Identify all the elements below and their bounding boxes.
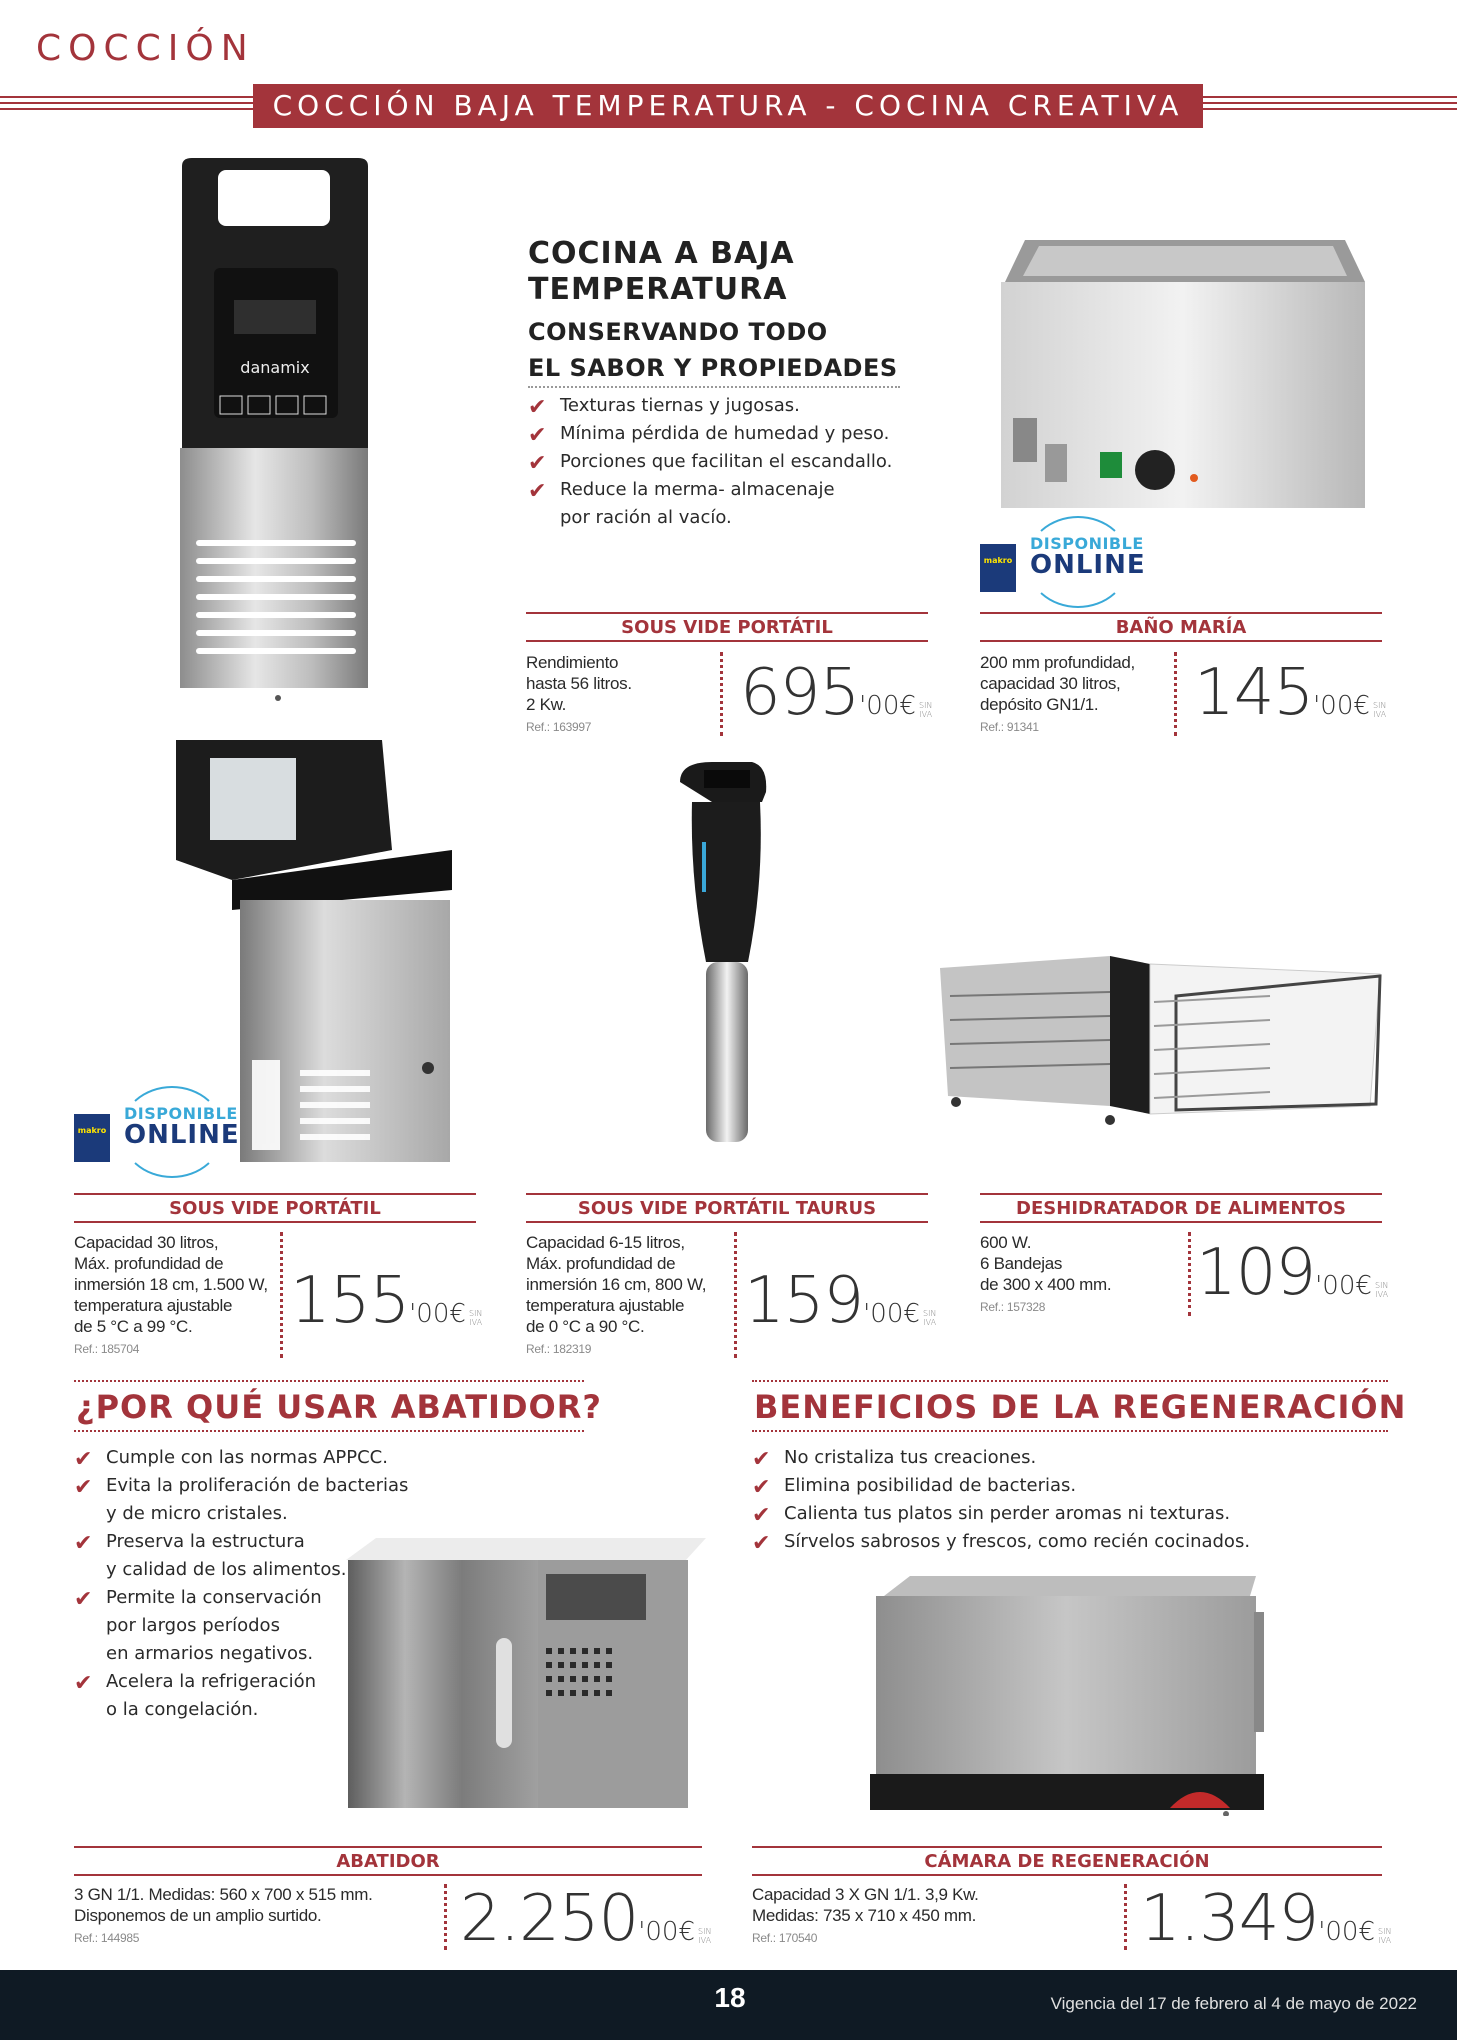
list-item: [528, 476, 908, 532]
makro-logo: makro: [74, 1114, 110, 1162]
desc-line: Medidas: 735 x 710 x 450 mm.: [752, 1906, 977, 1925]
badge-disponible: DISPONIBLE: [124, 1104, 238, 1123]
desc-line: 600 W.: [980, 1233, 1032, 1252]
bano-maria-image: [995, 212, 1365, 522]
desc-line: de 5 °C a 99 °C.: [74, 1317, 193, 1336]
tax-sin: SIN: [698, 1926, 712, 1936]
product-price: [1140, 1882, 1391, 1956]
badge-disponible: DISPONIBLE: [1030, 534, 1144, 553]
product-price: [460, 1882, 711, 1956]
price-integer: 1.349: [1140, 1882, 1319, 1956]
check-icon: ✔: [528, 451, 547, 476]
bullet-text: Reduce la merma- almacenaje: [560, 479, 835, 500]
desc-line: Capacidad 3 X GN 1/1. 3,9 Kw.: [752, 1885, 979, 1904]
intro-title: [528, 236, 795, 308]
bullet-text: Mínima pérdida de humedad y peso.: [560, 423, 890, 444]
desc-line: Rendimiento: [526, 653, 619, 672]
product-ref: Ref.: 157328: [980, 1300, 1046, 1314]
product-title: SOUS VIDE PORTÁTIL TAURUS: [526, 1193, 928, 1223]
product-price: [744, 1264, 936, 1338]
bullet-text: y de micro cristales.: [106, 1503, 288, 1524]
list-item: [752, 1528, 1372, 1556]
price-divider: [720, 652, 723, 736]
desc-line: Máx. profundidad de: [526, 1254, 676, 1273]
disponible-online-badge[interactable]: [74, 1104, 240, 1174]
section-banner: COCCIÓN BAJA TEMPERATURA - COCINA CREATIVA: [253, 84, 1203, 128]
intro-bullet-list: [528, 392, 908, 532]
product-price: [290, 1264, 482, 1338]
check-icon: ✔: [74, 1587, 93, 1612]
product-title: DESHIDRATADOR DE ALIMENTOS: [980, 1193, 1382, 1223]
price-integer: 695: [740, 656, 860, 730]
tax-iva: IVA: [698, 1935, 712, 1945]
product-price: [1194, 656, 1386, 730]
price-integer: 155: [290, 1264, 410, 1338]
check-icon: ✔: [752, 1447, 771, 1472]
list-item: [752, 1500, 1372, 1528]
intro-title-line2: TEMPERATURA: [528, 272, 788, 307]
bullet-text: Preserva la estructura: [106, 1531, 305, 1552]
tax-sin: SIN: [1374, 1280, 1389, 1290]
price-divider: [1124, 1884, 1127, 1950]
check-icon: ✔: [528, 479, 547, 504]
currency-symbol: €: [1358, 1917, 1375, 1947]
check-icon: ✔: [74, 1475, 93, 1500]
sous-vide-taurus-image: [672, 762, 772, 1150]
check-icon: ✔: [528, 423, 547, 448]
price-decimals: '00: [859, 691, 900, 721]
currency-symbol: €: [1353, 691, 1370, 721]
check-icon: ✔: [752, 1475, 771, 1500]
tax-iva: IVA: [923, 1317, 937, 1327]
bullet-text: y calidad de los alimentos.: [106, 1559, 347, 1580]
price-divider: [280, 1232, 283, 1358]
product-ref: Ref.: 91341: [980, 720, 1039, 734]
tax-label: [1378, 1927, 1391, 1945]
product-price: [1196, 1236, 1388, 1310]
badge-online: ONLINE: [1030, 550, 1146, 580]
page-number: 18: [714, 1982, 746, 2013]
disponible-online-badge[interactable]: [980, 534, 1146, 604]
price-decimals: '00: [1313, 691, 1354, 721]
price-divider: [1174, 652, 1177, 736]
product-description: [752, 1884, 1112, 1949]
check-icon: ✔: [74, 1447, 93, 1472]
product-ref: Ref.: 182319: [526, 1342, 592, 1356]
currency-symbol: €: [678, 1917, 695, 1947]
product-description: [526, 1232, 726, 1360]
product-description: [74, 1884, 434, 1949]
intro-divider: [528, 386, 900, 388]
intro-subtitle-line2: EL SABOR Y PROPIEDADES: [528, 354, 898, 382]
product-description: [74, 1232, 274, 1360]
tax-iva: IVA: [1375, 1289, 1389, 1299]
list-item: [528, 392, 908, 420]
regeneracion-bullet-list: [752, 1444, 1372, 1556]
section-divider: [74, 1430, 584, 1432]
price-decimals: '00: [638, 1917, 679, 1947]
list-item: [752, 1472, 1372, 1500]
desc-line: inmersión 16 cm, 800 W,: [526, 1275, 707, 1294]
camara-regeneracion-image: [870, 1576, 1264, 1816]
tax-label: [923, 1309, 936, 1327]
section-divider: [752, 1430, 1388, 1432]
bullet-text: No cristaliza tus creaciones.: [784, 1447, 1037, 1468]
svg-text:danamix: danamix: [240, 358, 310, 377]
tax-label: [919, 701, 932, 719]
product-ref: Ref.: 163997: [526, 720, 592, 734]
list-item: [752, 1444, 1372, 1472]
product-ref: Ref.: 185704: [74, 1342, 140, 1356]
product-ref: Ref.: 170540: [752, 1931, 818, 1945]
tax-iva: IVA: [1378, 1935, 1392, 1945]
desc-line: depósito GN1/1.: [980, 695, 1099, 714]
price-decimals: '00: [863, 1299, 904, 1329]
product-description: [980, 652, 1180, 738]
bullet-text: Calienta tus platos sin perder aromas ni texturas.: [784, 1503, 1231, 1524]
bullet-text: Porciones que facilitan el escandallo.: [560, 451, 893, 472]
bullet-text: Cumple con las normas APPCC.: [106, 1447, 388, 1468]
price-integer: 145: [1194, 656, 1314, 730]
price-decimals: '00: [1318, 1917, 1359, 1947]
price-decimals: '00: [409, 1299, 450, 1329]
product-ref: Ref.: 144985: [74, 1931, 140, 1945]
tax-label: [469, 1309, 482, 1327]
tax-iva: IVA: [469, 1317, 483, 1327]
bullet-text: en armarios negativos.: [106, 1643, 314, 1664]
price-integer: 159: [744, 1264, 864, 1338]
desc-line: de 0 °C a 90 °C.: [526, 1317, 645, 1336]
desc-line: 6 Bandejas: [980, 1254, 1063, 1273]
list-item: [528, 448, 908, 476]
product-title: ABATIDOR: [74, 1846, 702, 1876]
tax-sin: SIN: [1378, 1926, 1392, 1936]
check-icon: ✔: [752, 1531, 771, 1556]
desc-line: de 300 x 400 mm.: [980, 1275, 1112, 1294]
regeneracion-section-title: BENEFICIOS DE LA REGENERACIÓN: [754, 1388, 1407, 1426]
desc-line: temperatura ajustable: [526, 1296, 685, 1315]
bullet-text: Evita la proliferación de bacterias: [106, 1475, 409, 1496]
badge-online: ONLINE: [124, 1120, 240, 1150]
price-decimals: '00: [1315, 1271, 1356, 1301]
tax-iva: IVA: [919, 709, 933, 719]
desc-line: Máx. profundidad de: [74, 1254, 224, 1273]
tax-sin: SIN: [468, 1308, 483, 1318]
product-description: [526, 652, 726, 738]
page-section-title: COCCIÓN: [36, 28, 255, 69]
check-icon: ✔: [752, 1503, 771, 1528]
validity-dates: Vigencia del 17 de febrero al 4 de mayo de 2022: [1050, 1994, 1417, 2013]
intro-subtitle-line1: CONSERVANDO TODO: [528, 318, 828, 346]
tax-label: [1375, 1281, 1388, 1299]
bullet-text: Texturas tiernas y jugosas.: [560, 395, 800, 416]
bullet-text: Permite la conservación: [106, 1587, 322, 1608]
desc-line: Capacidad 30 litros,: [74, 1233, 219, 1252]
desc-line: 200 mm profundidad,: [980, 653, 1135, 672]
abatidor-section-title: ¿POR QUÉ USAR ABATIDOR?: [76, 1388, 602, 1426]
desc-line: Capacidad 6-15 litros,: [526, 1233, 685, 1252]
desc-line: inmersión 18 cm, 1.500 W,: [74, 1275, 268, 1294]
makro-logo: makro: [980, 544, 1016, 592]
currency-symbol: €: [1355, 1271, 1372, 1301]
section-divider: [74, 1380, 584, 1382]
price-integer: 2.250: [460, 1882, 639, 1956]
currency-symbol: €: [449, 1299, 466, 1329]
price-divider: [444, 1884, 447, 1950]
bullet-text: Acelera la refrigeración: [106, 1671, 317, 1692]
currency-symbol: €: [903, 1299, 920, 1329]
tax-iva: IVA: [1373, 709, 1387, 719]
desc-line: capacidad 30 litros,: [980, 674, 1121, 693]
product-title: CÁMARA DE REGENERACIÓN: [752, 1846, 1382, 1876]
bullet-text: o la congelación.: [106, 1699, 259, 1720]
bullet-text: Elimina posibilidad de bacterias.: [784, 1475, 1077, 1496]
deshidratador-image: [940, 956, 1382, 1128]
sous-vide-danamix-image: [170, 158, 380, 706]
check-icon: ✔: [74, 1671, 93, 1696]
price-integer: 109: [1196, 1236, 1316, 1310]
bullet-text: Sírvelos sabrosos y frescos, como recién cocinados.: [784, 1531, 1251, 1552]
desc-line: 2 Kw.: [526, 695, 567, 714]
product-price: [740, 656, 932, 730]
tax-sin: SIN: [1372, 700, 1387, 710]
check-icon: ✔: [74, 1531, 93, 1556]
desc-line: temperatura ajustable: [74, 1296, 233, 1315]
product-title: SOUS VIDE PORTÁTIL: [526, 612, 928, 642]
intro-subtitle: [528, 314, 898, 386]
bullet-text: por largos períodos: [106, 1615, 280, 1636]
section-divider: [752, 1380, 1388, 1382]
price-divider: [1188, 1232, 1191, 1316]
desc-line: 3 GN 1/1. Medidas: 560 x 700 x 515 mm.: [74, 1885, 373, 1904]
currency-symbol: €: [899, 691, 916, 721]
abatidor-image: [346, 1538, 706, 1808]
desc-line: hasta 56 litros.: [526, 674, 632, 693]
product-title: BAÑO MARÍA: [980, 612, 1382, 642]
product-title: SOUS VIDE PORTÁTIL: [74, 1193, 476, 1223]
tax-label: [1373, 701, 1386, 719]
product-description: [980, 1232, 1180, 1318]
tax-sin: SIN: [918, 700, 933, 710]
bullet-text: por ración al vacío.: [560, 507, 732, 528]
price-divider: [734, 1232, 737, 1358]
intro-title-line1: COCINA A BAJA: [528, 236, 795, 271]
tax-sin: SIN: [922, 1308, 937, 1318]
check-icon: ✔: [528, 395, 547, 420]
desc-line: Disponemos de un amplio surtido.: [74, 1906, 322, 1925]
list-item: [74, 1444, 414, 1472]
list-item: [74, 1472, 414, 1528]
tax-label: [698, 1927, 711, 1945]
list-item: [528, 420, 908, 448]
